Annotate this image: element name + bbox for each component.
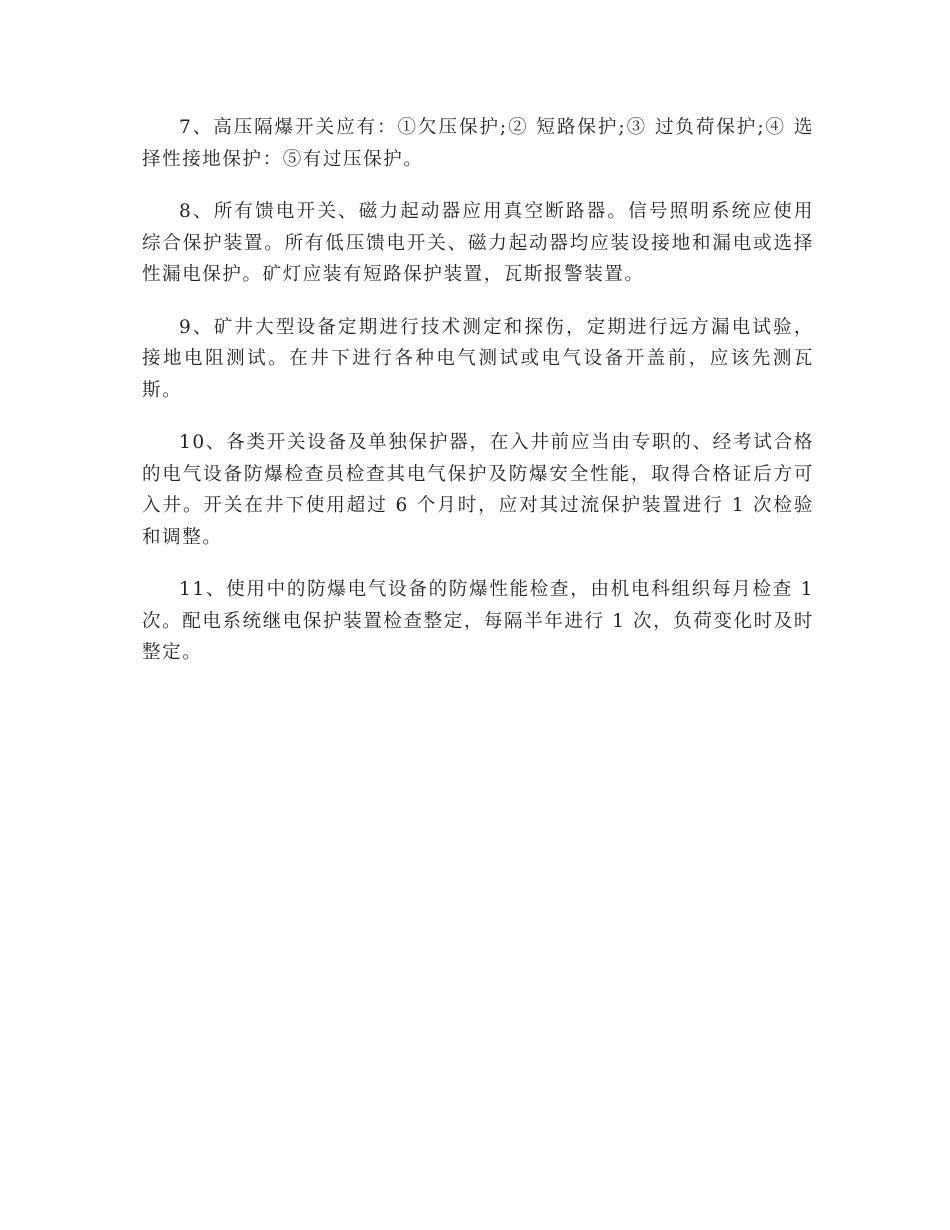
paragraph-item-7: 7、高压隔爆开关应有：①欠压保护;② 短路保护;③ 过负荷保护;④ 选择性接地保护：⑤有过压保护。 xyxy=(142,117,814,170)
document-body xyxy=(142,112,814,690)
paragraph-item-8: 8、所有馈电开关、磁力起动器应用真空断路器。信号照明系统应使用综合保护装置。所有低压馈电开关、磁力起动器均应装设接地和漏电或选择性漏电保护。矿灯应装有短路保护装置，瓦斯报警装置。 xyxy=(142,201,814,285)
paragraph-item-9: 9、矿井大型设备定期进行技术测定和探伤，定期进行远方漏电试验，接地电阻测试。在井下进行各种电气测试或电气设备开盖前，应该先测瓦斯。 xyxy=(142,316,814,401)
paragraph-item-10: 10、各类开关设备及单独保护器，在入井前应当由专职的、经考试合格的电气设备防爆检查员检查其电气保护及防爆安全性能，取得合格证后方可入井。开关在井下使用超过 6 个月时，应对其过流保护装置进行 1 次检验和调整。 xyxy=(142,432,814,548)
paragraph-item-11: 11、使用中的防爆电气设备的防爆性能检查，由机电科组织每月检查 1 次。配电系统继电保护装置检查整定，每隔半年进行 1 次，负荷变化时及时整定。 xyxy=(142,579,814,663)
